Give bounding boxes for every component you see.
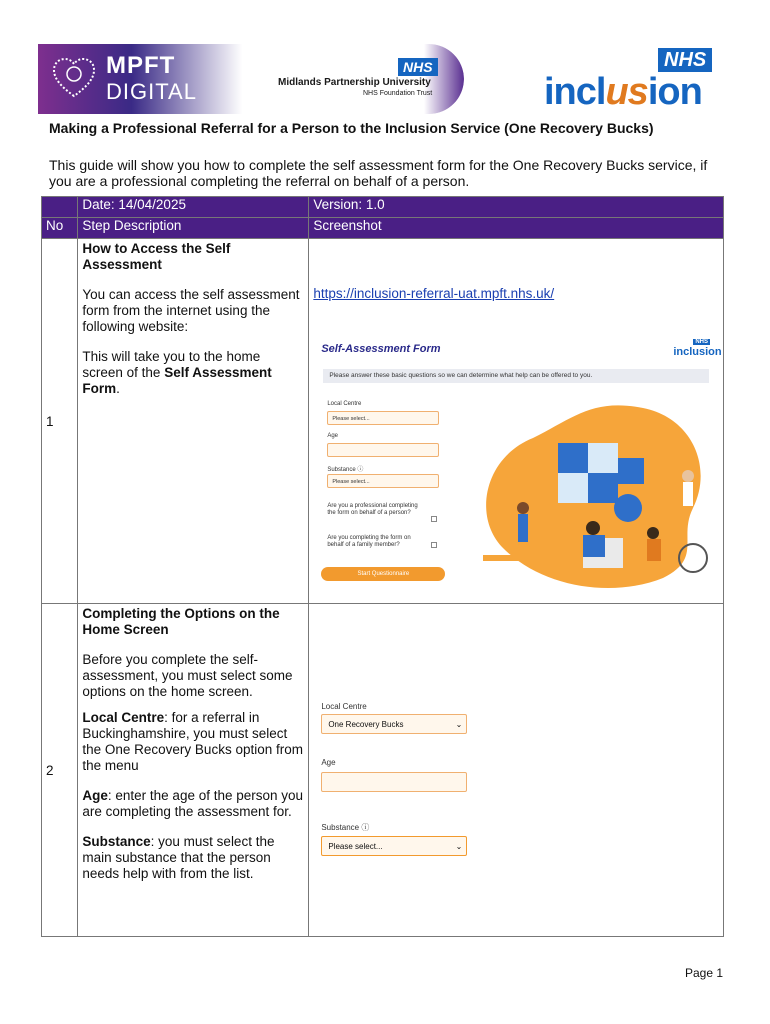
age-input[interactable] xyxy=(327,443,439,457)
steps-table xyxy=(41,196,724,937)
self-assessment-screenshot xyxy=(313,339,722,593)
col-no-header: No xyxy=(42,218,78,239)
nhs-logo-large: NHS xyxy=(658,48,712,72)
nhs-logo-small: NHS xyxy=(398,58,438,76)
step-text-bold: Substance xyxy=(82,834,151,849)
substance-label: Substance ⓘ xyxy=(327,467,364,473)
table-header-row-2 xyxy=(42,218,724,239)
step-text: Before you complete the self-assessment, you must select some options on the home screen. xyxy=(82,652,293,699)
nhs-logo-mini: NHS xyxy=(695,339,708,345)
step-text xyxy=(82,349,304,397)
document-intro: This guide will show you how to complete the self assessment form for the One Recovery Bucks service, if you are a professional completing the referral on behalf of a person. xyxy=(49,157,708,189)
heart-logo-icon xyxy=(50,54,98,102)
local-centre-label: Local Centre xyxy=(321,702,367,711)
age-label: Age xyxy=(321,758,336,767)
table-header-row-1 xyxy=(42,197,724,218)
step-title: How to Access the Self Assessment xyxy=(82,241,231,272)
table-row xyxy=(42,239,724,604)
step-text xyxy=(82,710,304,774)
version-cell: Version: 1.0 xyxy=(309,197,724,218)
page-number: Page 1 xyxy=(685,966,724,980)
step-number: 1 xyxy=(42,239,78,604)
table-row xyxy=(42,604,724,937)
step-number: 2 xyxy=(42,604,78,937)
step-text-part: . xyxy=(116,381,120,396)
form-title: Self-Assessment Form xyxy=(321,343,441,355)
step-text-part: : for a referral in Buckinghamshire, you must select the One Recovery Bucks option from the menu xyxy=(82,710,303,773)
inclusion-logo-mini: inclusion xyxy=(673,346,722,358)
professional-question: Are you a professional completing the form on behalf of a person? xyxy=(327,503,418,516)
digital-wordmark: DIGITAL xyxy=(106,79,197,104)
col-screenshot-header: Screenshot xyxy=(309,218,724,239)
step-text-bold: Self Assessment Form xyxy=(82,365,272,396)
screenshot-cell xyxy=(309,604,724,937)
step-text xyxy=(82,834,304,882)
trust-subtitle: NHS Foundation Trust xyxy=(363,90,433,97)
step-description xyxy=(78,239,309,604)
substance-label: Substance ⓘ xyxy=(321,823,370,832)
selected-centre-value: One Recovery Bucks xyxy=(328,720,404,729)
home-screen-options-screenshot xyxy=(317,702,477,882)
referral-link[interactable]: https://inclusion-referral-uat.mpft.nhs.uk/ xyxy=(313,286,555,301)
date-cell: Date: 14/04/2025 xyxy=(78,197,309,218)
step-text-part: : enter the age of the person you are completing the assessment for. xyxy=(82,788,304,819)
mpft-wordmark: MPFT xyxy=(106,52,176,79)
step-description xyxy=(78,604,309,937)
step-text-bold: Local Centre xyxy=(82,710,165,725)
age-input[interactable] xyxy=(321,772,467,792)
instruction-bar: Please answer these basic questions so we can determine what help can be offered to you. xyxy=(323,369,709,383)
illustration-people-icon xyxy=(463,398,723,588)
step-text: You can access the self assessment form from the internet using the following website: xyxy=(82,287,300,334)
header-blank-cell xyxy=(42,197,78,218)
substance-select[interactable] xyxy=(321,836,467,856)
substance-placeholder: Please select... xyxy=(328,842,383,851)
age-label: Age xyxy=(327,433,339,439)
screenshot-cell xyxy=(309,239,724,604)
chevron-down-icon: ⌄ xyxy=(455,720,463,729)
inclusion-logo-part: incl xyxy=(544,71,606,113)
step-text-part: : you must select the main substance that the person needs help with from the list. xyxy=(82,834,275,881)
trust-name: Midlands Partnership University xyxy=(278,77,431,88)
step-text xyxy=(82,788,304,820)
chevron-down-icon: ⌄ xyxy=(455,842,463,851)
local-centre-label: Local Centre xyxy=(327,401,362,407)
local-centre-select[interactable]: Please select... xyxy=(327,411,439,425)
col-step-header: Step Description xyxy=(78,218,309,239)
substance-select[interactable]: Please select... xyxy=(327,474,439,488)
inclusion-logo-part: ion xyxy=(647,71,702,113)
inclusion-logo-us: us xyxy=(605,71,648,113)
family-checkbox[interactable] xyxy=(431,542,437,548)
document-title: Making a Professional Referral for a Person to the Inclusion Service (One Recovery Bucks) xyxy=(49,120,654,136)
local-centre-select[interactable] xyxy=(321,714,467,734)
inclusion-logo xyxy=(544,72,702,112)
family-question: Are you completing the form on behalf of a family member? xyxy=(327,535,411,548)
step-text-bold: Age xyxy=(82,788,108,803)
professional-checkbox[interactable] xyxy=(431,516,437,522)
step-text-part: This will take you to the home screen of the xyxy=(82,349,261,380)
step-title: Completing the Options on the Home Screen xyxy=(82,606,280,637)
start-questionnaire-button[interactable]: Start Questionnaire xyxy=(321,567,445,581)
